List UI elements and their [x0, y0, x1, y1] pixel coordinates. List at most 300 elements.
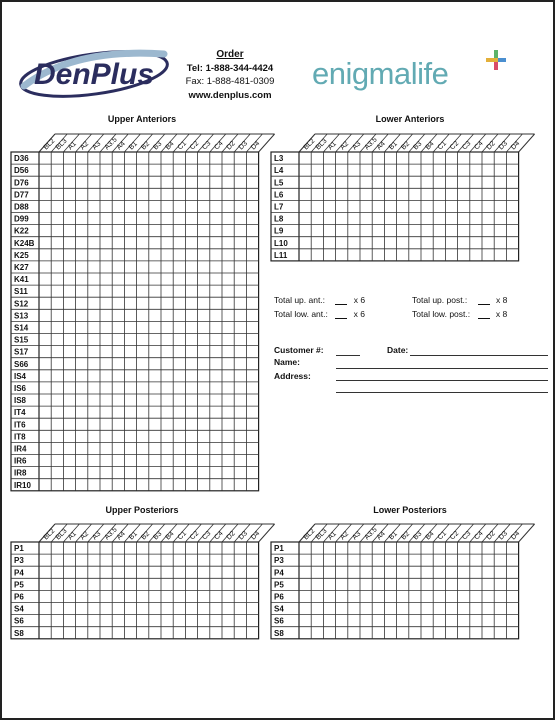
order-cell[interactable] — [39, 479, 51, 491]
order-cell[interactable] — [323, 603, 335, 615]
order-cell[interactable] — [137, 309, 149, 321]
order-cell[interactable] — [124, 370, 136, 382]
order-cell[interactable] — [112, 442, 124, 454]
order-cell[interactable] — [198, 188, 210, 200]
order-cell[interactable] — [39, 164, 51, 176]
order-cell[interactable] — [100, 273, 112, 285]
order-cell[interactable] — [470, 176, 482, 188]
order-cell[interactable] — [198, 176, 210, 188]
order-cell[interactable] — [39, 578, 51, 590]
order-cell[interactable] — [222, 164, 234, 176]
order-cell[interactable] — [112, 164, 124, 176]
order-cell[interactable] — [222, 346, 234, 358]
order-cell[interactable] — [458, 225, 470, 237]
order-cell[interactable] — [88, 164, 100, 176]
order-cell[interactable] — [372, 237, 384, 249]
order-cell[interactable] — [173, 615, 185, 627]
order-cell[interactable] — [433, 213, 445, 225]
order-cell[interactable] — [372, 213, 384, 225]
order-cell[interactable] — [458, 627, 470, 639]
order-cell[interactable] — [222, 455, 234, 467]
order-cell[interactable] — [88, 152, 100, 164]
order-cell[interactable] — [112, 615, 124, 627]
order-cell[interactable] — [112, 285, 124, 297]
order-cell[interactable] — [222, 479, 234, 491]
order-cell[interactable] — [185, 188, 197, 200]
order-cell[interactable] — [409, 237, 421, 249]
order-cell[interactable] — [372, 615, 384, 627]
order-cell[interactable] — [112, 152, 124, 164]
name-field[interactable] — [336, 368, 548, 369]
order-cell[interactable] — [161, 467, 173, 479]
order-cell[interactable] — [198, 297, 210, 309]
order-cell[interactable] — [124, 566, 136, 578]
order-cell[interactable] — [458, 176, 470, 188]
order-cell[interactable] — [137, 152, 149, 164]
order-cell[interactable] — [299, 590, 311, 602]
order-cell[interactable] — [470, 603, 482, 615]
order-cell[interactable] — [39, 188, 51, 200]
order-cell[interactable] — [445, 542, 457, 554]
order-cell[interactable] — [185, 467, 197, 479]
order-cell[interactable] — [470, 554, 482, 566]
order-cell[interactable] — [112, 358, 124, 370]
order-cell[interactable] — [336, 176, 348, 188]
order-cell[interactable] — [63, 309, 75, 321]
order-cell[interactable] — [360, 249, 372, 261]
order-cell[interactable] — [222, 394, 234, 406]
order-cell[interactable] — [397, 164, 409, 176]
order-cell[interactable] — [185, 249, 197, 261]
order-cell[interactable] — [198, 578, 210, 590]
order-cell[interactable] — [137, 346, 149, 358]
order-cell[interactable] — [124, 467, 136, 479]
order-cell[interactable] — [88, 627, 100, 639]
order-cell[interactable] — [198, 358, 210, 370]
order-cell[interactable] — [246, 152, 258, 164]
order-cell[interactable] — [234, 615, 246, 627]
order-cell[interactable] — [63, 285, 75, 297]
order-cell[interactable] — [100, 467, 112, 479]
order-cell[interactable] — [198, 615, 210, 627]
order-cell[interactable] — [88, 406, 100, 418]
order-cell[interactable] — [222, 358, 234, 370]
order-cell[interactable] — [494, 627, 506, 639]
order-cell[interactable] — [397, 590, 409, 602]
order-cell[interactable] — [137, 213, 149, 225]
order-cell[interactable] — [100, 590, 112, 602]
order-cell[interactable] — [185, 615, 197, 627]
order-cell[interactable] — [161, 237, 173, 249]
order-cell[interactable] — [198, 334, 210, 346]
order-cell[interactable] — [100, 261, 112, 273]
order-cell[interactable] — [336, 188, 348, 200]
order-cell[interactable] — [198, 225, 210, 237]
order-cell[interactable] — [234, 334, 246, 346]
order-cell[interactable] — [409, 542, 421, 554]
order-cell[interactable] — [506, 188, 518, 200]
order-cell[interactable] — [234, 225, 246, 237]
order-cell[interactable] — [63, 200, 75, 212]
order-cell[interactable] — [458, 237, 470, 249]
order-cell[interactable] — [51, 334, 63, 346]
order-cell[interactable] — [384, 176, 396, 188]
order-cell[interactable] — [372, 590, 384, 602]
order-cell[interactable] — [198, 261, 210, 273]
order-cell[interactable] — [384, 627, 396, 639]
order-cell[interactable] — [222, 627, 234, 639]
order-cell[interactable] — [112, 249, 124, 261]
order-cell[interactable] — [470, 627, 482, 639]
order-cell[interactable] — [173, 213, 185, 225]
order-cell[interactable] — [311, 200, 323, 212]
order-cell[interactable] — [51, 455, 63, 467]
order-cell[interactable] — [482, 152, 494, 164]
order-cell[interactable] — [360, 225, 372, 237]
order-cell[interactable] — [76, 590, 88, 602]
order-cell[interactable] — [421, 542, 433, 554]
order-cell[interactable] — [246, 213, 258, 225]
order-cell[interactable] — [482, 200, 494, 212]
order-cell[interactable] — [173, 261, 185, 273]
order-cell[interactable] — [433, 566, 445, 578]
order-cell[interactable] — [124, 176, 136, 188]
order-cell[interactable] — [51, 176, 63, 188]
order-cell[interactable] — [360, 590, 372, 602]
order-cell[interactable] — [372, 603, 384, 615]
order-cell[interactable] — [185, 152, 197, 164]
order-cell[interactable] — [323, 566, 335, 578]
order-cell[interactable] — [222, 590, 234, 602]
order-cell[interactable] — [409, 249, 421, 261]
order-cell[interactable] — [51, 590, 63, 602]
order-cell[interactable] — [173, 164, 185, 176]
order-cell[interactable] — [384, 578, 396, 590]
order-cell[interactable] — [246, 578, 258, 590]
order-cell[interactable] — [51, 430, 63, 442]
order-cell[interactable] — [198, 603, 210, 615]
order-cell[interactable] — [63, 615, 75, 627]
order-cell[interactable] — [88, 603, 100, 615]
order-cell[interactable] — [246, 297, 258, 309]
order-cell[interactable] — [173, 370, 185, 382]
order-cell[interactable] — [222, 578, 234, 590]
order-cell[interactable] — [506, 200, 518, 212]
order-cell[interactable] — [161, 225, 173, 237]
order-cell[interactable] — [445, 200, 457, 212]
order-cell[interactable] — [421, 176, 433, 188]
order-cell[interactable] — [336, 627, 348, 639]
order-cell[interactable] — [76, 406, 88, 418]
order-cell[interactable] — [76, 394, 88, 406]
order-cell[interactable] — [482, 188, 494, 200]
order-cell[interactable] — [210, 554, 222, 566]
order-cell[interactable] — [161, 394, 173, 406]
order-cell[interactable] — [161, 566, 173, 578]
order-cell[interactable] — [360, 200, 372, 212]
total-up-post-field[interactable] — [478, 295, 490, 305]
order-cell[interactable] — [100, 442, 112, 454]
order-cell[interactable] — [506, 578, 518, 590]
order-cell[interactable] — [76, 479, 88, 491]
order-cell[interactable] — [336, 578, 348, 590]
order-cell[interactable] — [198, 590, 210, 602]
order-cell[interactable] — [210, 200, 222, 212]
order-cell[interactable] — [185, 334, 197, 346]
order-cell[interactable] — [185, 176, 197, 188]
order-cell[interactable] — [76, 442, 88, 454]
order-cell[interactable] — [482, 578, 494, 590]
order-cell[interactable] — [137, 382, 149, 394]
order-cell[interactable] — [210, 370, 222, 382]
order-cell[interactable] — [63, 627, 75, 639]
order-cell[interactable] — [112, 321, 124, 333]
order-cell[interactable] — [39, 321, 51, 333]
order-cell[interactable] — [149, 578, 161, 590]
order-cell[interactable] — [88, 566, 100, 578]
customer-number-field[interactable] — [336, 355, 360, 356]
order-cell[interactable] — [100, 152, 112, 164]
order-cell[interactable] — [161, 382, 173, 394]
order-cell[interactable] — [445, 237, 457, 249]
order-cell[interactable] — [137, 418, 149, 430]
order-cell[interactable] — [39, 455, 51, 467]
order-cell[interactable] — [137, 430, 149, 442]
order-cell[interactable] — [445, 554, 457, 566]
order-cell[interactable] — [482, 249, 494, 261]
order-cell[interactable] — [63, 554, 75, 566]
order-cell[interactable] — [137, 406, 149, 418]
order-cell[interactable] — [397, 249, 409, 261]
order-cell[interactable] — [421, 249, 433, 261]
order-cell[interactable] — [185, 566, 197, 578]
order-cell[interactable] — [299, 554, 311, 566]
order-cell[interactable] — [63, 430, 75, 442]
order-cell[interactable] — [198, 346, 210, 358]
order-cell[interactable] — [112, 188, 124, 200]
order-cell[interactable] — [397, 176, 409, 188]
order-cell[interactable] — [470, 164, 482, 176]
order-cell[interactable] — [100, 334, 112, 346]
order-cell[interactable] — [421, 566, 433, 578]
order-cell[interactable] — [311, 225, 323, 237]
order-cell[interactable] — [210, 321, 222, 333]
order-cell[interactable] — [137, 370, 149, 382]
order-cell[interactable] — [112, 430, 124, 442]
order-cell[interactable] — [246, 406, 258, 418]
order-cell[interactable] — [76, 285, 88, 297]
order-cell[interactable] — [222, 418, 234, 430]
order-cell[interactable] — [173, 297, 185, 309]
order-cell[interactable] — [299, 603, 311, 615]
order-cell[interactable] — [173, 430, 185, 442]
order-cell[interactable] — [137, 627, 149, 639]
order-cell[interactable] — [234, 261, 246, 273]
order-cell[interactable] — [299, 225, 311, 237]
order-cell[interactable] — [445, 566, 457, 578]
order-cell[interactable] — [185, 164, 197, 176]
order-cell[interactable] — [311, 566, 323, 578]
order-cell[interactable] — [124, 285, 136, 297]
order-cell[interactable] — [210, 542, 222, 554]
order-cell[interactable] — [222, 566, 234, 578]
order-cell[interactable] — [173, 394, 185, 406]
order-cell[interactable] — [137, 566, 149, 578]
order-cell[interactable] — [336, 590, 348, 602]
order-cell[interactable] — [299, 627, 311, 639]
order-cell[interactable] — [445, 213, 457, 225]
order-cell[interactable] — [470, 213, 482, 225]
order-cell[interactable] — [137, 334, 149, 346]
order-cell[interactable] — [384, 200, 396, 212]
order-cell[interactable] — [222, 406, 234, 418]
order-cell[interactable] — [372, 249, 384, 261]
order-cell[interactable] — [198, 273, 210, 285]
order-cell[interactable] — [372, 627, 384, 639]
order-cell[interactable] — [137, 321, 149, 333]
order-cell[interactable] — [185, 213, 197, 225]
order-cell[interactable] — [384, 554, 396, 566]
order-cell[interactable] — [246, 590, 258, 602]
order-cell[interactable] — [185, 382, 197, 394]
order-cell[interactable] — [323, 188, 335, 200]
order-cell[interactable] — [51, 358, 63, 370]
order-cell[interactable] — [88, 370, 100, 382]
order-cell[interactable] — [137, 467, 149, 479]
order-cell[interactable] — [210, 237, 222, 249]
order-cell[interactable] — [161, 418, 173, 430]
order-cell[interactable] — [494, 590, 506, 602]
order-cell[interactable] — [76, 603, 88, 615]
order-cell[interactable] — [149, 430, 161, 442]
order-cell[interactable] — [323, 615, 335, 627]
order-cell[interactable] — [88, 467, 100, 479]
order-cell[interactable] — [234, 346, 246, 358]
order-cell[interactable] — [397, 566, 409, 578]
order-cell[interactable] — [198, 406, 210, 418]
order-cell[interactable] — [185, 406, 197, 418]
order-cell[interactable] — [397, 578, 409, 590]
order-cell[interactable] — [100, 200, 112, 212]
order-cell[interactable] — [222, 554, 234, 566]
order-cell[interactable] — [234, 430, 246, 442]
order-cell[interactable] — [112, 406, 124, 418]
order-cell[interactable] — [112, 225, 124, 237]
order-cell[interactable] — [173, 455, 185, 467]
order-cell[interactable] — [39, 213, 51, 225]
order-cell[interactable] — [210, 603, 222, 615]
order-cell[interactable] — [112, 566, 124, 578]
order-cell[interactable] — [360, 578, 372, 590]
order-cell[interactable] — [482, 590, 494, 602]
order-cell[interactable] — [372, 554, 384, 566]
order-cell[interactable] — [372, 176, 384, 188]
order-cell[interactable] — [161, 627, 173, 639]
order-cell[interactable] — [433, 200, 445, 212]
order-cell[interactable] — [433, 554, 445, 566]
order-cell[interactable] — [348, 200, 360, 212]
order-cell[interactable] — [149, 261, 161, 273]
order-cell[interactable] — [222, 200, 234, 212]
order-cell[interactable] — [88, 334, 100, 346]
order-cell[interactable] — [421, 152, 433, 164]
order-cell[interactable] — [360, 554, 372, 566]
order-cell[interactable] — [173, 603, 185, 615]
order-cell[interactable] — [51, 566, 63, 578]
order-cell[interactable] — [112, 334, 124, 346]
order-cell[interactable] — [39, 603, 51, 615]
order-cell[interactable] — [76, 152, 88, 164]
order-cell[interactable] — [51, 627, 63, 639]
order-cell[interactable] — [51, 442, 63, 454]
order-cell[interactable] — [124, 590, 136, 602]
order-cell[interactable] — [161, 334, 173, 346]
order-cell[interactable] — [137, 442, 149, 454]
order-cell[interactable] — [51, 200, 63, 212]
order-cell[interactable] — [39, 237, 51, 249]
order-cell[interactable] — [39, 418, 51, 430]
order-cell[interactable] — [149, 200, 161, 212]
order-cell[interactable] — [210, 418, 222, 430]
order-cell[interactable] — [51, 406, 63, 418]
order-cell[interactable] — [506, 237, 518, 249]
order-cell[interactable] — [494, 164, 506, 176]
order-cell[interactable] — [173, 346, 185, 358]
order-cell[interactable] — [198, 213, 210, 225]
order-cell[interactable] — [311, 554, 323, 566]
order-cell[interactable] — [482, 627, 494, 639]
order-cell[interactable] — [348, 213, 360, 225]
order-cell[interactable] — [124, 188, 136, 200]
order-cell[interactable] — [39, 442, 51, 454]
order-cell[interactable] — [173, 152, 185, 164]
order-cell[interactable] — [311, 152, 323, 164]
order-cell[interactable] — [210, 213, 222, 225]
order-cell[interactable] — [506, 590, 518, 602]
order-cell[interactable] — [149, 566, 161, 578]
order-cell[interactable] — [173, 627, 185, 639]
order-cell[interactable] — [51, 261, 63, 273]
order-cell[interactable] — [234, 442, 246, 454]
order-cell[interactable] — [222, 334, 234, 346]
order-cell[interactable] — [421, 554, 433, 566]
order-cell[interactable] — [433, 152, 445, 164]
order-cell[interactable] — [76, 213, 88, 225]
order-cell[interactable] — [137, 479, 149, 491]
order-cell[interactable] — [433, 176, 445, 188]
order-cell[interactable] — [348, 603, 360, 615]
order-cell[interactable] — [112, 346, 124, 358]
order-cell[interactable] — [76, 566, 88, 578]
order-cell[interactable] — [210, 346, 222, 358]
order-cell[interactable] — [39, 590, 51, 602]
order-cell[interactable] — [161, 249, 173, 261]
order-cell[interactable] — [173, 590, 185, 602]
order-cell[interactable] — [360, 213, 372, 225]
order-cell[interactable] — [161, 321, 173, 333]
order-cell[interactable] — [39, 382, 51, 394]
order-cell[interactable] — [149, 627, 161, 639]
order-cell[interactable] — [185, 479, 197, 491]
order-cell[interactable] — [234, 603, 246, 615]
order-cell[interactable] — [494, 225, 506, 237]
order-cell[interactable] — [397, 188, 409, 200]
order-cell[interactable] — [348, 554, 360, 566]
order-cell[interactable] — [100, 346, 112, 358]
order-cell[interactable] — [185, 627, 197, 639]
order-cell[interactable] — [173, 321, 185, 333]
order-cell[interactable] — [234, 578, 246, 590]
